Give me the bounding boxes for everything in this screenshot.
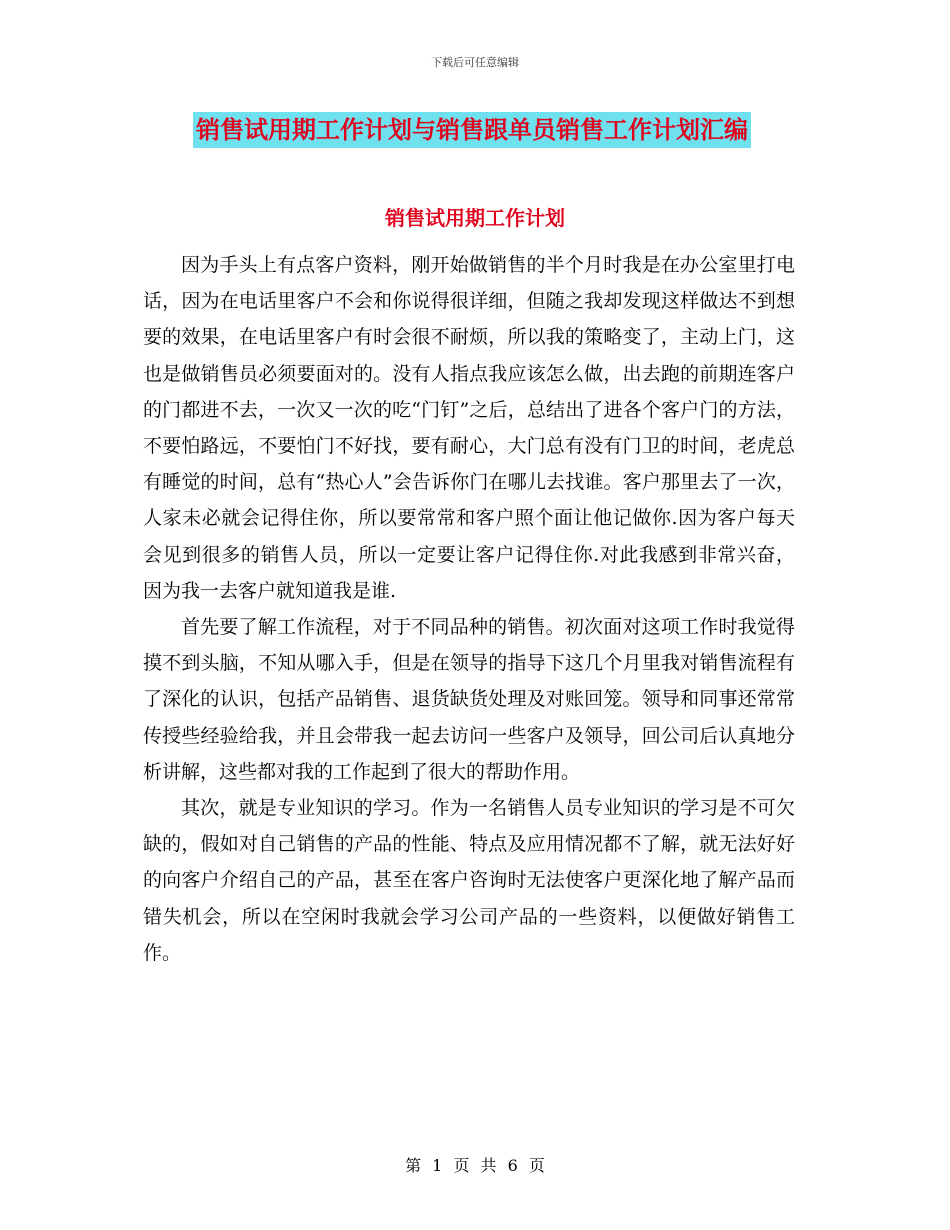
section-title: 销售试用期工作计划	[385, 206, 565, 230]
document-title: 销售试用期工作计划与销售跟单员销售工作计划汇编	[193, 112, 751, 148]
body-text	[143, 247, 795, 971]
paragraph: 其次，就是专业知识的学习。作为一名销售人员专业知识的学习是不可欠缺的，假如对自己销售的产品的性能、特点及应用情况都不了解，就无法好好的向客户介绍自己的产品，甚至在客户咨询时无法使客户更深化地了解产品而错失机会，所以在空闲时我就会学习公司产品的一些资料，以便做好销售工作。	[143, 797, 795, 964]
paragraph: 首先要了解工作流程，对于不同品种的销售。初次面对这项工作时我觉得摸不到头脑，不知从哪入手，但是在领导的指导下这几个月里我对销售流程有了深化的认识，包括产品销售、退货缺货处理及对账回笼。领导和同事还常常传授些经验给我，并且会带我一起去访问一些客户及领导，回公司后认真地分析讲解，这些都对我的工作起到了很大的帮助作用。	[143, 616, 795, 783]
paragraph: 因为手头上有点客户资料，刚开始做销售的半个月时我是在办公室里打电话，因为在电话里客户不会和你说得很详细，但随之我却发现这样做达不到想要的效果，在电话里客户有时会很不耐烦，所以我的策略变了，主动上门，这也是做销售员必须要面对的。没有人指点我应该怎么做，出去跑的前期连客户的门都进不去，一次又一次的吃“门钉”之后，总结出了进各个客户门的方法，不要怕路远，不要怕门不好找，要有耐心，大门总有没有门卫的时间，老虎总有睡觉的时间，总有“热心人”会告诉你门在哪儿去找谁。客户那里去了一次，人家未必就会记得住你，所以要常常和客户照个面让他记做你.因为客户每天会见到很多的销售人员，所以一定要让客户记得住你.对此我感到非常兴奋，因为我一去客户就知道我是谁.	[143, 254, 795, 602]
header-note: 下载后可任意编辑	[431, 56, 519, 69]
page-footer: 第 1 页 共 6 页	[405, 1156, 545, 1175]
